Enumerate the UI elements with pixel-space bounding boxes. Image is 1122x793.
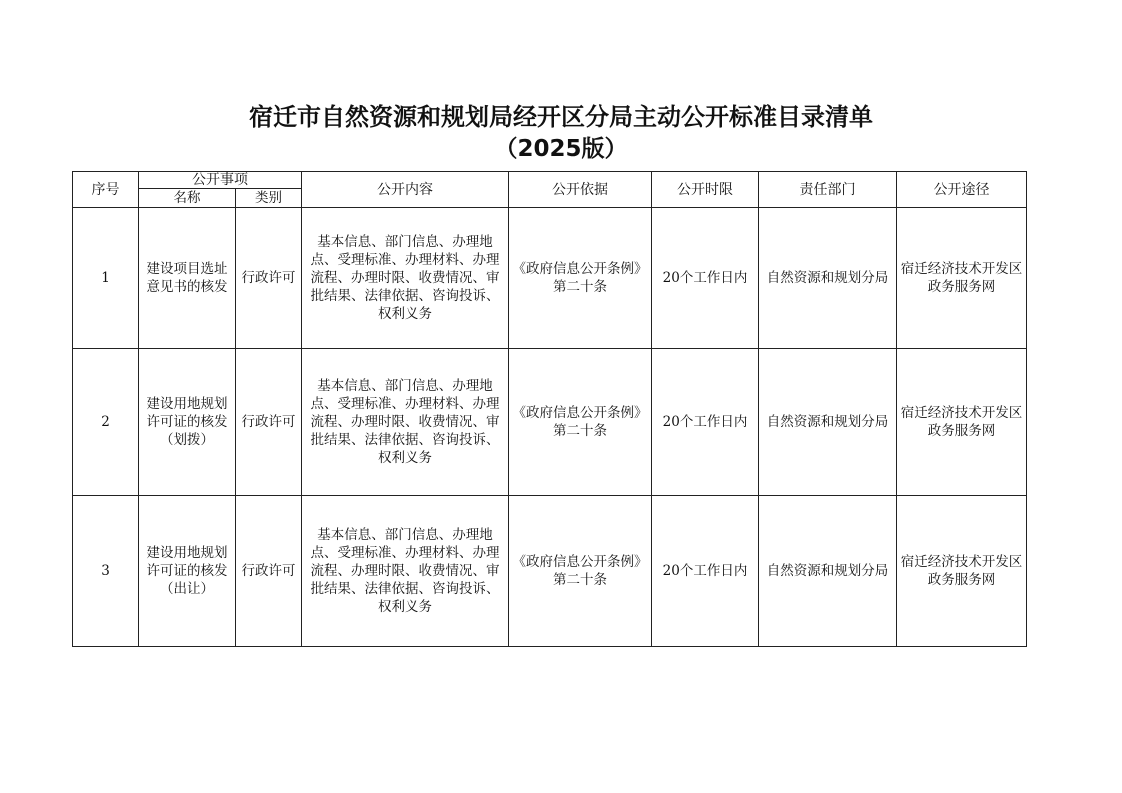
document-subtitle: （2025版）	[494, 136, 628, 162]
table-row	[73, 208, 1027, 349]
row-index: 3	[73, 496, 139, 647]
row-time-limit: 20个工作日内	[652, 496, 759, 647]
row-content: 基本信息、部门信息、办理地点、受理标准、办理材料、办理流程、办理时限、收费情况、审批结果、法律依据、咨询投诉、权利义务	[302, 349, 509, 496]
header-row	[73, 172, 1027, 189]
row-basis: 《政府信息公开条例》第二十条	[509, 208, 652, 349]
document-title: 宿迁市自然资源和规划局经开区分局主动公开标准目录清单	[249, 103, 873, 131]
header-item-group: 公开事项	[139, 172, 302, 189]
row-basis: 《政府信息公开条例》第二十条	[509, 349, 652, 496]
row-item-name: 建设用地规划许可证的核发（出让）	[139, 496, 236, 647]
row-content: 基本信息、部门信息、办理地点、受理标准、办理材料、办理流程、办理时限、收费情况、审批结果、法律依据、咨询投诉、权利义务	[302, 208, 509, 349]
row-channel: 宿迁经济技术开发区政务服务网	[897, 496, 1027, 647]
table-row	[73, 349, 1027, 496]
row-basis: 《政府信息公开条例》第二十条	[509, 496, 652, 647]
header-department: 责任部门	[759, 172, 897, 208]
row-item-category: 行政许可	[236, 208, 302, 349]
header-index: 序号	[73, 172, 139, 208]
row-channel: 宿迁经济技术开发区政务服务网	[897, 349, 1027, 496]
row-department: 自然资源和规划分局	[759, 208, 897, 349]
row-item-category: 行政许可	[236, 496, 302, 647]
row-index: 2	[73, 349, 139, 496]
row-item-name: 建设用地规划许可证的核发（划拨）	[139, 349, 236, 496]
row-content: 基本信息、部门信息、办理地点、受理标准、办理材料、办理流程、办理时限、收费情况、审批结果、法律依据、咨询投诉、权利义务	[302, 496, 509, 647]
row-department: 自然资源和规划分局	[759, 349, 897, 496]
row-time-limit: 20个工作日内	[652, 349, 759, 496]
row-item-name: 建设项目选址意见书的核发	[139, 208, 236, 349]
header-time-limit: 公开时限	[652, 172, 759, 208]
row-index: 1	[73, 208, 139, 349]
row-time-limit: 20个工作日内	[652, 208, 759, 349]
header-content: 公开内容	[302, 172, 509, 208]
table-row	[73, 496, 1027, 647]
row-channel: 宿迁经济技术开发区政务服务网	[897, 208, 1027, 349]
header-channel: 公开途径	[897, 172, 1027, 208]
header-item-category: 类别	[236, 189, 302, 208]
header-basis: 公开依据	[509, 172, 652, 208]
row-department: 自然资源和规划分局	[759, 496, 897, 647]
row-item-category: 行政许可	[236, 349, 302, 496]
disclosure-catalog-table	[72, 171, 1027, 647]
header-item-name: 名称	[139, 189, 236, 208]
